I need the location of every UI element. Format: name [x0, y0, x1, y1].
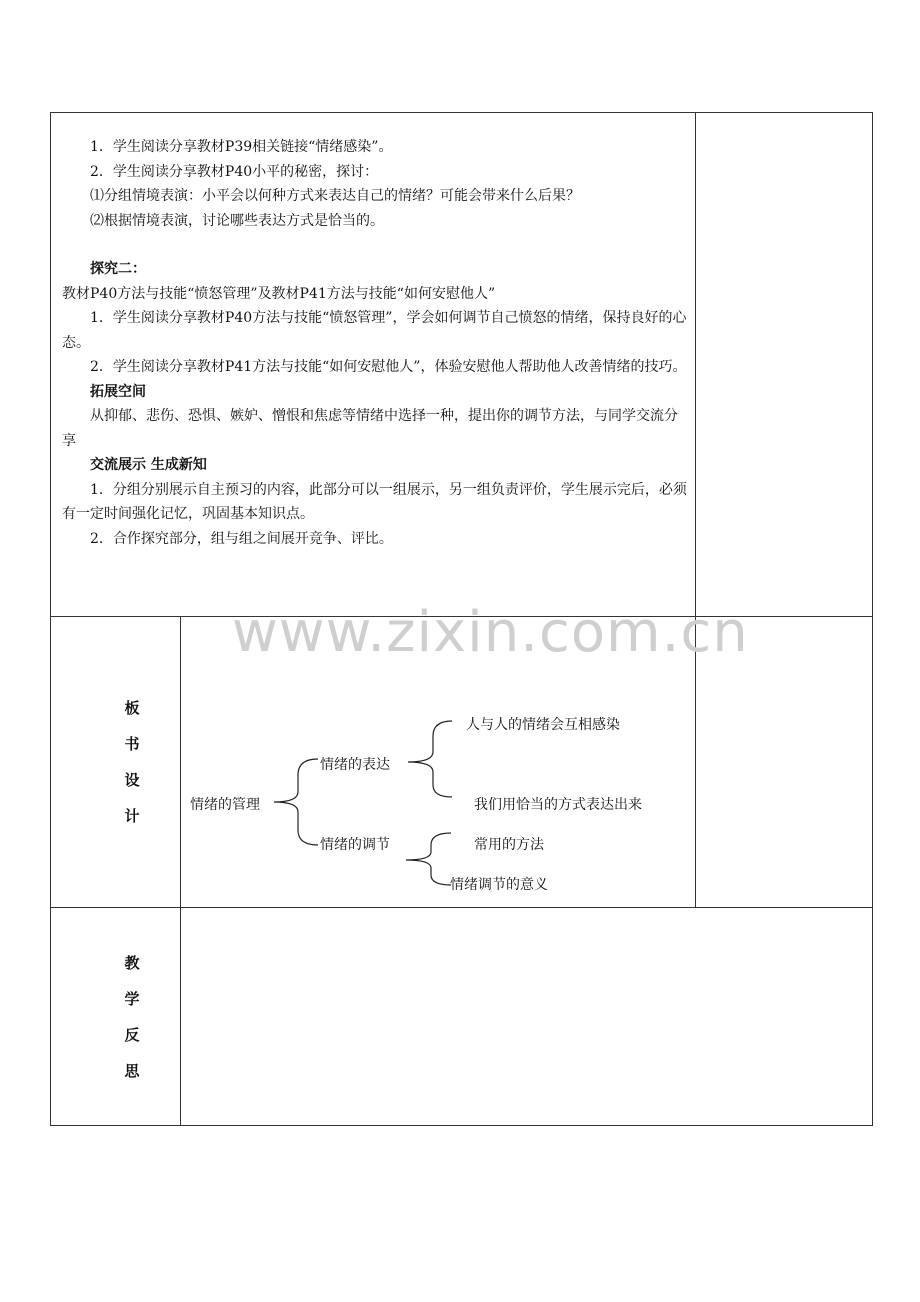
explore2-item: 1．学生阅读分享教材P40方法与技能“愤怒管理”，学会如何调节自己愤怒的情绪，保持良好的心态。 [62, 310, 687, 351]
board-label-char: 板 [124, 699, 140, 717]
board-branch1-a: 人与人的情绪会互相感染 [466, 717, 620, 733]
reflection-label-char: 反 [124, 1026, 140, 1044]
col-divider-right [695, 112, 696, 908]
reflection-label-char: 学 [124, 990, 140, 1008]
share-item: 2．合作探究部分，组与组之间展开竞争、评比。 [90, 530, 393, 547]
watermark: www.zixin.com.cn [232, 600, 749, 665]
explore2-item: 2．学生阅读分享教材P41方法与技能“如何安慰他人”，体验安慰他人帮助他人改善情绪的技巧。 [90, 359, 687, 375]
expand-text: 从抑郁、悲伤、恐惧、嫉妒、憎恨和焦虑等情绪中选择一种，提出你的调节方法，与同学交流分享 [62, 408, 678, 449]
board-root: 情绪的管理 [190, 797, 260, 813]
reflection-label-char: 思 [124, 1062, 140, 1080]
board-label-char: 计 [124, 807, 140, 825]
board-branch1-b: 我们用恰当的方式表达出来 [474, 797, 642, 813]
lesson-line: ⑴分组情境表演：小平会以何种方式来表达自己的情绪？可能会带来什么后果？ [90, 188, 580, 204]
board-label [112, 690, 152, 834]
row-divider-2 [50, 907, 873, 908]
col-divider-label [180, 616, 181, 1126]
share-title: 交流展示 生成新知 [90, 457, 207, 473]
share-item: 1．分组分别展示自主预习的内容，此部分可以一组展示，另一组负责评价，学生展示完后，必须有一定时间强化记忆，巩固基本知识点。 [62, 481, 687, 522]
lesson-line: 2．学生阅读分享教材P40小平的秘密，探讨： [90, 163, 379, 180]
lesson-line: ⑵根据情境表演，讨论哪些表达方式是恰当的。 [90, 212, 384, 229]
explore2-title: 探究二： [90, 261, 146, 277]
lesson-line: 1．学生阅读分享教材P39相关链接“情绪感染”。 [90, 139, 393, 155]
board-branch1: 情绪的表达 [320, 757, 390, 773]
board-label-char: 书 [124, 735, 140, 753]
expand-title: 拓展空间 [90, 383, 146, 400]
reflection-label [112, 945, 152, 1089]
board-branch2: 情绪的调节 [320, 837, 390, 853]
reflection-label-char: 教 [124, 954, 140, 972]
board-branch2-a: 常用的方法 [474, 837, 544, 853]
lesson-content [62, 135, 690, 551]
board-branch2-b: 情绪调节的意义 [450, 877, 548, 893]
board-label-char: 设 [124, 771, 140, 789]
explore2-intro: 教材P40方法与技能“愤怒管理”及教材P41方法与技能“如何安慰他人” [62, 285, 496, 302]
